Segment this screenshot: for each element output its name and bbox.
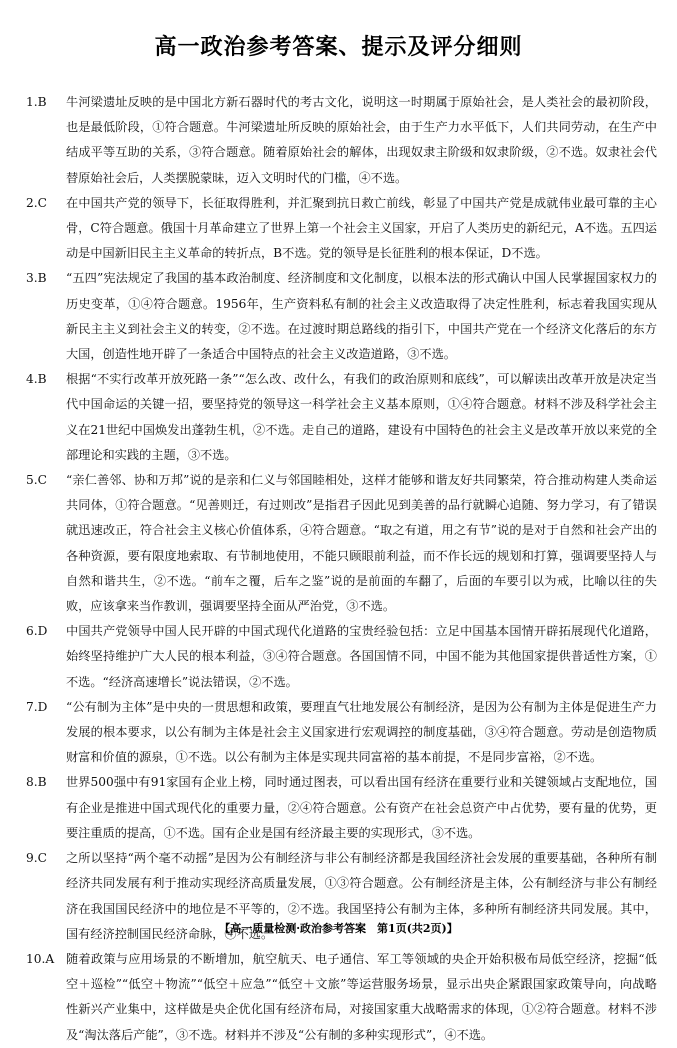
answer-item xyxy=(26,468,657,619)
answer-item xyxy=(26,90,657,191)
answer-label: 2.C xyxy=(26,195,47,210)
answer-item xyxy=(26,266,657,367)
answer-text: 之所以坚持“两个毫不动摇”是因为公有制经济与非公有制经济都是我国经济社会发展的重要基础，各种所有制经济共同发展有利于推动实现经济高质量发展，①③符合题意。公有制经济是主体，公有制经济与非公有制经济在我国国民经济中的地位是不平等的，②不选。我国坚持公有制为主体，多种所有制经济共同发展。其中，国有经济控制国民经济命脉，④不选。 xyxy=(66,851,657,941)
answer-item xyxy=(26,367,657,468)
answer-item xyxy=(26,947,657,1048)
answer-label: 1.B xyxy=(26,95,47,109)
answer-label: 3.B xyxy=(26,271,47,286)
answer-label: 10.A xyxy=(26,951,55,966)
answer-text: “公有制为主体”是中央的一贯思想和政策，要理直气壮地发展公有制经济，是因为公有制为主体是促进生产力发展的根本要求，以公有制为主体是社会主义国家进行宏观调控的制度基础，③④符合题意。劳动是创造物质财富和价值的源泉，①不选。以公有制为主体是实现共同富裕的基本前提，不是同步富裕，②不选。 xyxy=(66,699,657,765)
answer-text: “亲仁善邻、协和万邦”说的是亲和仁义与邻国睦相处，这样才能够和谐友好共同繁荣，符合推动构建人类命运共同体，①符合题意。“见善则迁，有过则改”是指君子因此见到美善的品行就瞬心追随、努力学习，有了错误就迅速改正，符合社会主义核心价值体系，④符合题意。“取之有道，用之有节”说的是对于自然和社会产出的各种资源，要有限度地索取、有节制地使用，不能只顾眼前利益，而不作长远的规划和打算，强调要坚持人与自然和谐共生，②不选。“前车之覆，后车之鉴”说的是前面的车翻了，后面的车要引以为戒，比喻以往的失败，应该拿来当作教训，强调要坚持全面从严治党，③不选。 xyxy=(66,473,657,614)
answer-label: 9.C xyxy=(26,851,47,866)
answer-label: 7.D xyxy=(26,699,48,714)
answer-label: 6.D xyxy=(26,624,48,639)
answer-item xyxy=(26,695,657,771)
answer-text: 在中国共产党的领导下，长征取得胜利，并汇聚到抗日救亡前线，彰显了中国共产党是成就伟业最可靠的主心骨，C符合题意。俄国十月革命建立了世界上第一个社会主义国家，开启了人类历史的新纪元，A不选。五四运动是中国新旧民主主义革命的转折点，B不选。党的领导是长征胜利的根本保证，D不选。 xyxy=(66,195,657,261)
answer-item xyxy=(26,770,657,846)
page-footer: 【高一质量检测·政治参考答案 第1页(共2页)】 xyxy=(219,922,458,935)
answer-text: 牛河梁遗址反映的是中国北方新石器时代的考古文化，说明这一时期属于原始社会，是人类社会的最初阶段，也是最低阶段，①符合题意。牛河梁遗址所反映的原始社会，由于生产力水平低下，人们共同劳动，在生产中结成平等互助的关系，③符合题意。随着原始社会的解体，出现奴隶主阶级和奴隶阶级，②不选。奴隶社会代替原始社会后，人类摆脱蒙昧，迈入文明时代的门槛，④不选。 xyxy=(66,95,657,185)
page-title: 高一政治参考答案、提示及评分细则 xyxy=(154,35,523,60)
answer-text: 根据“不实行改革开放死路一条”“怎么改、改什么，有我们的政治原则和底线”，可以解读出改革开放是决定当代中国命运的关键一招，要坚持党的领导这一科学社会主义基本原则，①④符合题意。材料不涉及科学社会主义在21世纪中国焕发出蓬勃生机，②不选。走自己的道路，建设有中国特色的社会主义是改革开放以来党的全部理论和实践的主题，③不选。 xyxy=(66,372,657,462)
answer-label: 4.B xyxy=(26,372,47,387)
answer-text: “五四”宪法规定了我国的基本政治制度、经济制度和文化制度，以根本法的形式确认中国人民掌握国家权力的历史变革，①④符合题意。1956年，生产资料私有制的社会主义改造取得了决定性胜利，标志着我国实现从新民主主义到社会主义的转变，②不选。在过渡时期总路线的指引下，中国共产党在一个经济文化落后的东方大国，创造性地开辟了一条适合中国特点的社会主义改造道路，③不选。 xyxy=(66,271,657,362)
answer-text: 随着政策与应用场景的不断增加，航空航天、电子通信、军工等领域的央企开始积极布局低空经济，挖掘“低空＋巡检”“低空＋物流”“低空＋应急”“低空＋文旅”等运营服务场景，显示出央企紧跟国家政策导向，向战略性新兴产业集中，这样做是央企优化国有经济布局，对接国家重大战略需求的体现，①②符合题意。材料不涉及“淘汰落后产能”，③不选。材料并不涉及“公有制的多种实现形式”，④不选。 xyxy=(66,951,657,1042)
answer-item xyxy=(26,619,657,695)
answer-text: 世界500强中有91家国有企业上榜，同时通过图表，可以看出国有经济在重要行业和关键领域占支配地位，国有企业是推进中国式现代化的重要力量，②④符合题意。公有资产在社会总资产中占优势，要有量的优势，更要注重质的提高，①不选。国有企业是国有经济最主要的实现形式，③不选。 xyxy=(66,775,657,840)
answer-item xyxy=(26,191,657,267)
answer-list xyxy=(26,90,657,1048)
answer-label: 5.C xyxy=(26,473,47,488)
answer-text: 中国共产党领导中国人民开辟的中国式现代化道路的宝贵经验包括：立足中国基本国情开辟拓展现代化道路，始终坚持维护广大人民的根本利益，③④符合题意。各国国情不同，中国不能为其他国家提供普适性方案，①不选。“经济高速增长”说法错误，②不选。 xyxy=(66,624,657,689)
answer-label: 8.B xyxy=(26,775,47,790)
